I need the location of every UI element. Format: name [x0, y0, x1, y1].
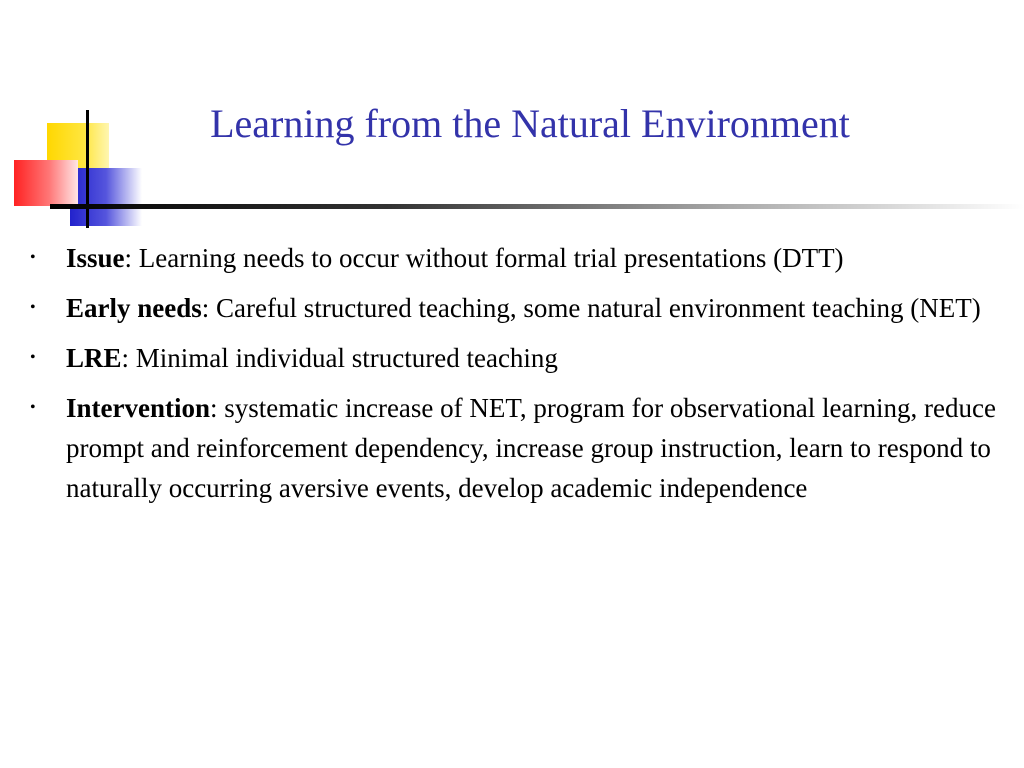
red-square — [14, 160, 78, 206]
bullet-term: Intervention — [66, 393, 210, 423]
bullet-dot: • — [30, 399, 36, 416]
horizontal-rule — [50, 204, 1024, 209]
bullet-term: LRE — [66, 343, 122, 373]
bullet-dot: • — [30, 249, 36, 266]
slide-title: Learning from the Natural Environment — [210, 101, 850, 146]
bullet-term: Issue — [66, 243, 125, 273]
list-item — [30, 388, 1005, 508]
bullet-dot: • — [30, 299, 36, 316]
bullet-text: : systematic increase of NET, program for observational learning, reduce prompt and reinforcement dependency, increase group instruction, learn to respond to naturally occurring aversive events, develop academic independence — [66, 393, 996, 503]
bullet-term: Early needs — [66, 293, 202, 323]
bullet-list — [30, 238, 1005, 518]
vertical-line — [86, 110, 89, 228]
bullet-text: : Minimal individual structured teaching — [121, 343, 558, 373]
list-item — [30, 238, 1005, 278]
list-item — [30, 288, 1005, 328]
blue-square — [70, 168, 142, 226]
list-item — [30, 338, 1005, 378]
bullet-text: : Careful structured teaching, some natural environment teaching (NET) — [201, 293, 981, 323]
bullet-dot: • — [30, 349, 36, 366]
bullet-text: : Learning needs to occur without formal trial presentations (DTT) — [124, 243, 844, 273]
